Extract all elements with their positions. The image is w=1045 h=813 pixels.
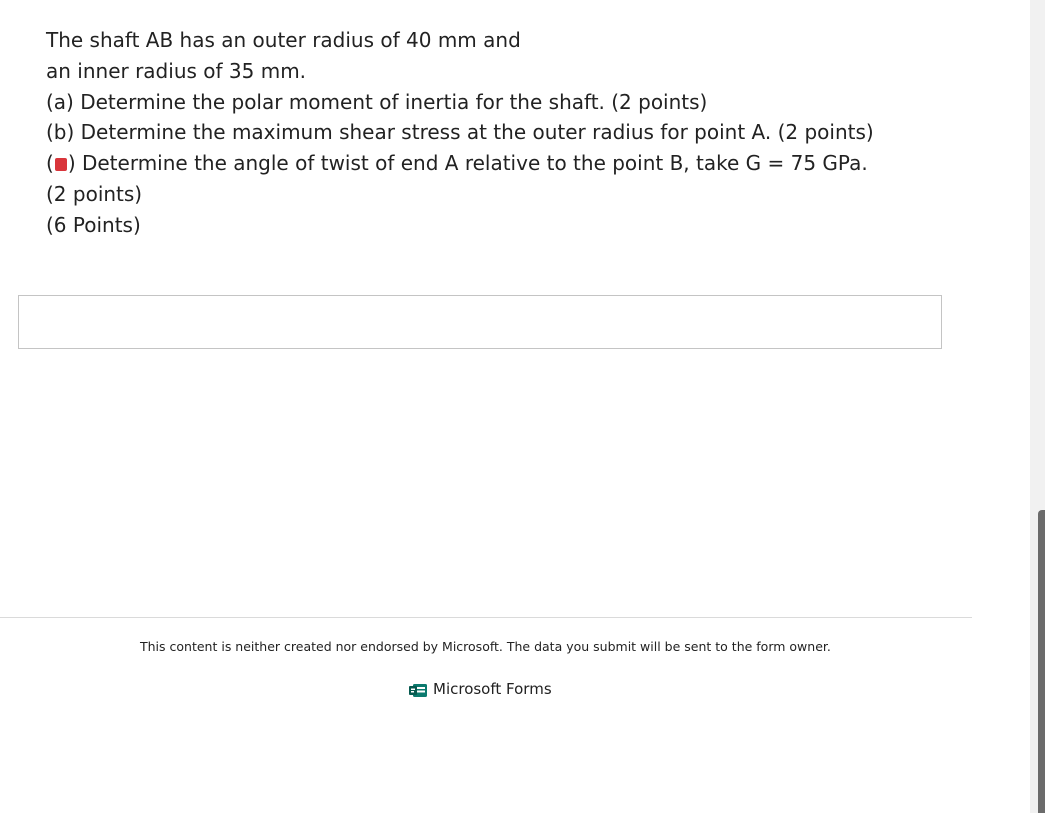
answer-input[interactable] [18, 295, 942, 349]
question-part-c-points: (2 points) [46, 181, 143, 206]
microsoft-forms-brand [409, 680, 552, 698]
footer-divider [0, 617, 972, 618]
question-text [46, 25, 946, 241]
disclaimer-text: This content is neither created nor endorsed by Microsoft. The data you submit will be sent to the form owner. [140, 639, 831, 654]
question-part-c [46, 148, 946, 179]
microsoft-forms-label: Microsoft Forms [433, 680, 552, 698]
red-marker-icon [55, 158, 67, 171]
part-c-open-paren: ( [46, 151, 54, 176]
question-total-points: (6 Points) [46, 212, 141, 237]
microsoft-forms-icon [409, 683, 427, 696]
scrollbar-thumb[interactable] [1038, 510, 1045, 813]
question-part-a: (a) Determine the polar moment of inertia for the shaft. (2 points) [46, 89, 708, 114]
question-line-2: an inner radius of 35 mm. [46, 58, 307, 83]
question-part-b: (b) Determine the maximum shear stress at the outer radius for point A. (2 points) [46, 120, 874, 145]
part-c-text: ) Determine the angle of twist of end A relative to the point B, take G = 75 GPa. [67, 151, 868, 176]
question-line-1: The shaft AB has an outer radius of 40 mm and [46, 28, 521, 52]
